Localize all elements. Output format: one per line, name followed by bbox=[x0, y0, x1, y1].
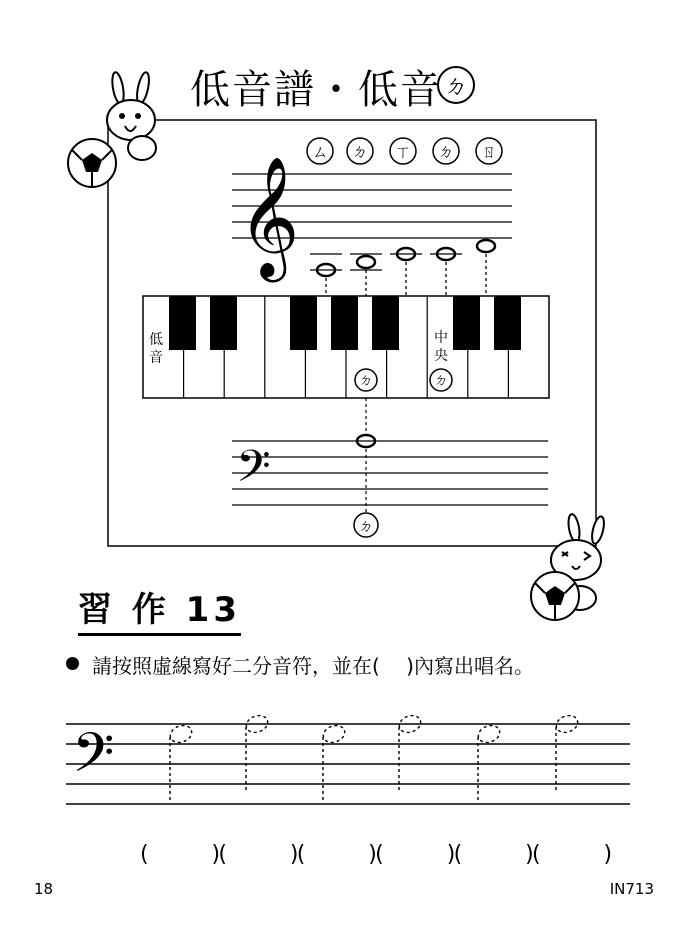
key-label-middle-2: 央 bbox=[434, 348, 448, 364]
answer-blank-2[interactable]: ( ) bbox=[218, 842, 299, 867]
soccer-ball-icon bbox=[531, 572, 579, 620]
bass-note-symbol: ㄉ bbox=[358, 517, 374, 535]
bass-staff-diagram bbox=[232, 441, 548, 505]
key-symbol-low: ㄉ bbox=[359, 373, 373, 389]
key-label-low-2: 音 bbox=[149, 350, 163, 366]
treble-note-names bbox=[307, 138, 502, 164]
key-label-low-1: 低 bbox=[149, 332, 163, 348]
key-symbol-middle: ㄉ bbox=[434, 373, 448, 389]
answer-blank-4[interactable]: ( ) bbox=[375, 842, 456, 867]
bass-clef-icon: 𝄢 bbox=[72, 721, 115, 798]
title-note-symbol: ㄉ bbox=[444, 72, 468, 100]
treble-ledger-notes bbox=[310, 240, 495, 296]
key-label-middle-1: 中 bbox=[434, 330, 448, 346]
exercise-instruction: 請按照虛線寫好二分音符，並在( )內寫出唱名。 bbox=[92, 654, 534, 678]
treble-clef-icon: 𝄞 bbox=[238, 155, 300, 277]
answer-blank-5[interactable]: ( ) bbox=[453, 842, 534, 867]
exercise-title: 習 作 13 bbox=[78, 582, 241, 636]
answer-blank-1[interactable]: ( ) bbox=[140, 842, 221, 867]
tracing-half-notes bbox=[168, 713, 580, 800]
note-name-5: ㄖ bbox=[480, 142, 498, 161]
page-title: 低音譜・低音 bbox=[190, 67, 442, 113]
bass-clef-icon: 𝄢 bbox=[236, 440, 271, 503]
note-name-4: ㄉ bbox=[437, 142, 455, 161]
note-whole bbox=[477, 240, 495, 252]
answer-blank-6[interactable]: ( ) bbox=[531, 842, 613, 867]
piano-keyboard bbox=[143, 296, 549, 398]
rabbit-icon bbox=[107, 71, 156, 160]
note-name-3: ㄒ bbox=[394, 142, 412, 161]
answer-blank-3[interactable]: ( ) bbox=[296, 842, 377, 867]
note-name-1: ㄙ bbox=[311, 142, 329, 161]
note-name-2: ㄉ bbox=[351, 142, 369, 161]
bullet-icon bbox=[66, 657, 79, 670]
soccer-ball-icon bbox=[68, 139, 116, 187]
page-number: 18 bbox=[34, 880, 54, 898]
note-whole bbox=[357, 256, 375, 268]
exercise-staff bbox=[66, 724, 630, 804]
book-code: IN713 bbox=[609, 880, 654, 898]
answer-blanks bbox=[140, 842, 613, 867]
